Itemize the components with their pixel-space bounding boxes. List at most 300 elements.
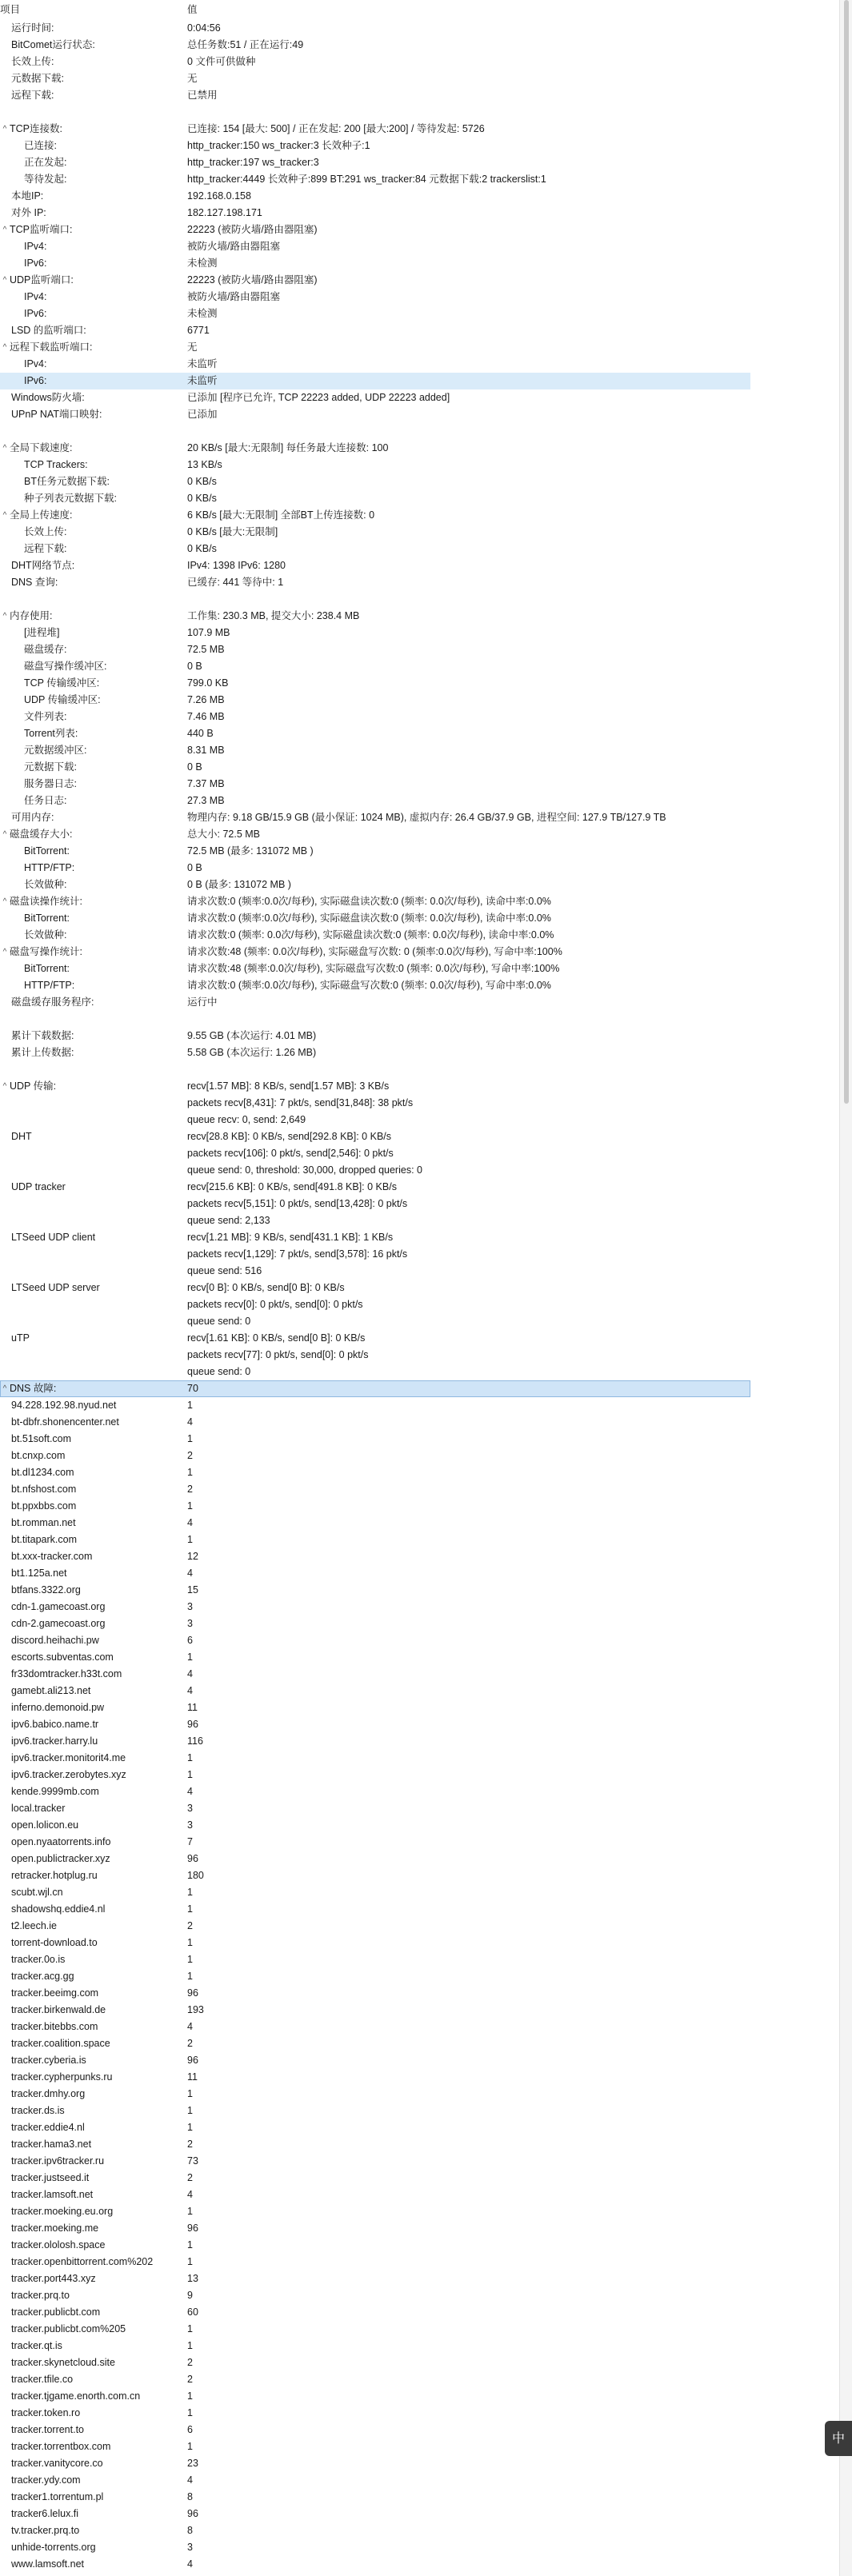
row-label: DNS 故障: — [10, 1383, 57, 1394]
tree-row[interactable] — [0, 557, 750, 574]
tree-row[interactable] — [0, 641, 750, 658]
row-label: LTSeed UDP client — [11, 1232, 96, 1243]
tree-row[interactable] — [0, 306, 750, 322]
row-value: recv[28.8 KB]: 0 KB/s, send[292.8 KB]: 0 KB/s — [187, 1131, 391, 1142]
tree-row[interactable] — [0, 2254, 750, 2270]
collapse-chevron-icon[interactable]: ^ — [2, 830, 7, 839]
tree-row[interactable] — [0, 658, 750, 675]
tree-row[interactable] — [0, 70, 750, 87]
tree-row[interactable] — [0, 1935, 750, 1951]
row-value: 7.26 MB — [187, 694, 225, 705]
tree-row[interactable] — [0, 2304, 750, 2321]
row-value: 4 — [187, 1517, 193, 1528]
collapse-chevron-icon[interactable]: ^ — [2, 612, 7, 621]
row-value: 1 — [187, 2105, 193, 2116]
row-value: 1 — [187, 2256, 193, 2267]
column-header-row[interactable] — [0, 2, 750, 18]
tree-row[interactable] — [0, 1817, 750, 1834]
tree-row[interactable] — [0, 2371, 750, 2388]
tree-row[interactable] — [0, 692, 750, 709]
row-label: tracker.tfile.co — [11, 2374, 74, 2385]
tree-row[interactable] — [0, 910, 750, 927]
row-label: bt.romman.net — [11, 1517, 76, 1528]
row-value: 73 — [187, 2155, 198, 2167]
tree-row[interactable] — [0, 1246, 750, 1263]
row-label: BitTorrent: — [24, 845, 70, 857]
tree-row[interactable] — [0, 1649, 750, 1666]
row-label: tracker.hama3.net — [11, 2139, 92, 2150]
tree-row[interactable] — [0, 524, 750, 541]
collapse-chevron-icon[interactable]: ^ — [2, 444, 7, 453]
tree-row[interactable] — [0, 1968, 750, 1985]
tree-row[interactable] — [0, 37, 750, 54]
tree-row[interactable] — [0, 1851, 750, 1867]
row-label: local.tracker — [11, 1803, 66, 1814]
row-label: IPv6: — [24, 308, 47, 319]
tree-row[interactable] — [0, 440, 750, 457]
row-label: UDP 传输: — [10, 1080, 57, 1092]
row-label: TCP Trackers: — [24, 459, 88, 470]
tree-row[interactable] — [0, 1414, 750, 1431]
collapse-chevron-icon[interactable]: ^ — [2, 897, 7, 906]
tree-row[interactable] — [0, 406, 750, 423]
row-value: 物理内存: 9.18 GB/15.9 GB (最小保证: 1024 MB), 虚拟内存: 26.4 GB/37.9 GB, 进程空间: 127.9 TB/127.9 TB — [187, 812, 666, 823]
row-label: 内存使用: — [10, 610, 53, 621]
tree-row[interactable] — [0, 2052, 750, 2069]
tree-row[interactable] — [0, 2035, 750, 2052]
row-label: Torrent列表: — [24, 728, 78, 739]
tree-row[interactable] — [0, 1179, 750, 1196]
row-value: 22223 (被防火墙/路由器阻塞) — [187, 224, 318, 235]
row-label: tracker.coalition.space — [11, 2038, 110, 2049]
tree-row[interactable] — [0, 1548, 750, 1565]
row-value: 0:04:56 — [187, 22, 221, 34]
row-label: tracker.prq.to — [11, 2290, 70, 2301]
tree-row[interactable] — [0, 1582, 750, 1599]
tree-row[interactable] — [0, 1464, 750, 1481]
collapse-chevron-icon[interactable]: ^ — [2, 343, 7, 352]
tree-row[interactable] — [0, 457, 750, 473]
row-label: 远程下载监听端口: — [10, 341, 93, 353]
tree-row[interactable] — [0, 1347, 750, 1364]
tree-row[interactable] — [0, 272, 750, 289]
tree-row[interactable] — [0, 944, 750, 961]
tree-row[interactable] — [0, 2002, 750, 2019]
row-value: 请求次数:48 (频率:0.0次/每秒), 实际磁盘写次数:0 (频率: 0.0次/每秒), 写命中率:100% — [187, 963, 560, 974]
tree-row[interactable] — [0, 1834, 750, 1851]
row-label: DHT网络节点: — [11, 560, 75, 571]
row-value: 已添加 — [187, 409, 218, 420]
tree-row[interactable] — [0, 709, 750, 725]
row-value: 4 — [187, 2474, 193, 2486]
tree-row[interactable] — [0, 1599, 750, 1615]
row-label: LTSeed UDP server — [11, 1282, 100, 1293]
tree-row[interactable] — [0, 205, 750, 222]
tree-row[interactable] — [0, 121, 750, 138]
tree-row[interactable] — [0, 2069, 750, 2086]
tree-row[interactable] — [0, 826, 750, 843]
row-label: bt.ppxbbs.com — [11, 1500, 77, 1512]
tree-row[interactable] — [0, 1901, 750, 1918]
row-value: 未监听 — [187, 358, 218, 369]
tree-row[interactable] — [0, 1918, 750, 1935]
tree-row[interactable] — [0, 1532, 750, 1548]
row-label: tracker.acg.gg — [11, 1971, 74, 1982]
tree-row[interactable] — [0, 2405, 750, 2422]
row-value: 0 KB/s — [187, 543, 217, 554]
row-value: 15 — [187, 1584, 198, 1596]
tree-row[interactable] — [0, 2287, 750, 2304]
collapse-chevron-icon[interactable]: ^ — [2, 511, 7, 520]
row-value: 2 — [187, 1484, 193, 1495]
row-label: 累计上传数据: — [11, 1047, 74, 1058]
row-label: uTP — [11, 1332, 30, 1344]
row-label: UPnP NAT端口映射: — [11, 409, 102, 420]
row-value: 2 — [187, 1450, 193, 1461]
row-value: 已添加 [程序已允许, TCP 22223 added, UDP 22223 added] — [187, 392, 450, 403]
row-label: BitTorrent: — [24, 913, 70, 924]
row-label: BitTorrent: — [24, 963, 70, 974]
tree-row[interactable] — [0, 2203, 750, 2220]
tree-row[interactable] — [0, 154, 750, 171]
row-value: 1 — [187, 1903, 193, 1915]
tree-row[interactable] — [0, 2187, 750, 2203]
collapse-chevron-icon[interactable]: ^ — [2, 125, 7, 134]
tree-row[interactable] — [0, 2153, 750, 2170]
tree-row[interactable] — [0, 171, 750, 188]
row-label: bt.titapark.com — [11, 1534, 77, 1545]
row-value: 2 — [187, 1920, 193, 1931]
row-label: tracker.torrentbox.com — [11, 2441, 111, 2452]
row-value: 96 — [187, 2508, 198, 2519]
collapse-chevron-icon[interactable]: ^ — [2, 948, 7, 957]
tree-row[interactable] — [0, 322, 750, 339]
tree-row[interactable] — [0, 2019, 750, 2035]
row-label: ipv6.tracker.harry.lu — [11, 1735, 98, 1747]
tree-row[interactable] — [0, 1481, 750, 1498]
row-label: 对外 IP: — [11, 207, 46, 218]
row-label: 长效上传: — [11, 56, 54, 67]
row-value: recv[215.6 KB]: 0 KB/s, send[491.8 KB]: 0 KB/s — [187, 1181, 397, 1192]
row-label: 远程下载: — [24, 543, 67, 554]
tree-row[interactable] — [0, 1666, 750, 1683]
tree-row[interactable] — [0, 1716, 750, 1733]
tree-row[interactable] — [0, 1733, 750, 1750]
row-label: bt.xxx-tracker.com — [11, 1551, 93, 1562]
row-value: 2 — [187, 2139, 193, 2150]
row-value: 193 — [187, 2004, 204, 2015]
tree-row[interactable] — [0, 994, 750, 1011]
tree-row[interactable] — [0, 2539, 750, 2556]
row-label: tracker.vanitycore.co — [11, 2458, 103, 2469]
row-label: kende.9999mb.com — [11, 1786, 99, 1797]
row-label: Windows防火墙: — [11, 392, 85, 403]
collapse-chevron-icon[interactable]: ^ — [2, 276, 7, 285]
tree-row[interactable] — [0, 1196, 750, 1212]
row-label: tracker.openbittorrent.com%202 — [11, 2256, 154, 2267]
tree-row[interactable] — [0, 2321, 750, 2338]
tree-row[interactable] — [0, 1313, 750, 1330]
row-label: IPv6: — [24, 258, 47, 269]
row-value: 1 — [187, 2239, 193, 2251]
row-value: 1 — [187, 2088, 193, 2099]
row-label: tracker.dmhy.org — [11, 2088, 86, 2099]
tree-row[interactable] — [0, 2455, 750, 2472]
row-value: 0 KB/s — [187, 476, 217, 487]
row-label: 磁盘缓存服务程序: — [11, 996, 94, 1008]
row-label: 磁盘读操作统计: — [10, 896, 82, 907]
tree-row[interactable] — [0, 1330, 750, 1347]
row-value: 3 — [187, 1803, 193, 1814]
row-label: IPv4: — [24, 358, 47, 369]
tree-row[interactable] — [0, 2472, 750, 2489]
row-label: cdn-1.gamecoast.org — [11, 1601, 106, 1612]
tree-row[interactable] — [0, 2556, 750, 2573]
tree-row[interactable] — [0, 1380, 750, 1397]
collapse-chevron-icon[interactable]: ^ — [2, 226, 7, 234]
row-label: TCP监听端口: — [10, 224, 73, 235]
ime-indicator[interactable]: 中 — [825, 2421, 852, 2456]
tree-row[interactable] — [0, 188, 750, 205]
row-label: bt.51soft.com — [11, 1433, 72, 1444]
row-value: http_tracker:150 ws_tracker:3 长效种子:1 — [187, 140, 370, 151]
row-label: 94.228.192.98.nyud.net — [11, 1400, 117, 1411]
tree-row[interactable] — [0, 1095, 750, 1112]
tree-row[interactable] — [0, 1128, 750, 1145]
tree-row[interactable] — [0, 961, 750, 977]
row-value: 无 — [187, 341, 198, 353]
tree-row[interactable] — [0, 1448, 750, 1464]
row-value: 请求次数:0 (频率: 0.0次/每秒), 实际磁盘读次数:0 (频率: 0.0次/每秒), 读命中率:0.0% — [187, 929, 554, 941]
tree-row[interactable] — [0, 1632, 750, 1649]
tree-row[interactable] — [0, 87, 750, 104]
tree-row[interactable] — [0, 473, 750, 490]
tree-row[interactable] — [0, 2270, 750, 2287]
tree-row[interactable] — [0, 1397, 750, 1414]
tree-row[interactable] — [0, 1767, 750, 1783]
row-value: 无 — [187, 73, 198, 84]
tree-row[interactable] — [0, 1145, 750, 1162]
row-label: www.lamsoft.net — [11, 2558, 85, 2570]
tree-row[interactable] — [0, 2170, 750, 2187]
tree-row[interactable] — [0, 776, 750, 793]
tree-row[interactable] — [0, 54, 750, 70]
row-label: DNS 查询: — [11, 577, 58, 588]
tree-row[interactable] — [0, 2220, 750, 2237]
row-value: 0 B — [187, 661, 202, 672]
row-value: 9.55 GB (本次运行: 4.01 MB) — [187, 1030, 317, 1041]
row-label: scubt.wjl.cn — [11, 1887, 63, 1898]
row-value: 1 — [187, 1752, 193, 1763]
tree-row[interactable] — [0, 1750, 750, 1767]
row-value: 96 — [187, 1853, 198, 1864]
row-value: packets recv[77]: 0 pkt/s, send[0]: 0 pkt/s — [187, 1349, 369, 1360]
row-label: HTTP/FTP: — [24, 862, 75, 873]
tree-row[interactable] — [0, 541, 750, 557]
row-value: 96 — [187, 1987, 198, 1999]
row-value: 0 B (最多: 131072 MB ) — [187, 879, 291, 890]
row-value: 请求次数:0 (频率:0.0次/每秒), 实际磁盘读次数:0 (频率: 0.0次/每秒), 读命中率:0.0% — [187, 913, 551, 924]
tree-row[interactable] — [0, 2489, 750, 2506]
tree-row[interactable] — [0, 2136, 750, 2153]
tree-row[interactable] — [0, 2438, 750, 2455]
row-label: tracker.0o.is — [11, 1954, 66, 1965]
tree-row[interactable] — [0, 1783, 750, 1800]
tree-row[interactable] — [0, 1867, 750, 1884]
row-value: 11 — [187, 2071, 198, 2083]
row-value: 96 — [187, 1719, 198, 1730]
tree-row[interactable] — [0, 1280, 750, 1296]
tree-row[interactable] — [0, 255, 750, 272]
tree-row[interactable] — [0, 1296, 750, 1313]
tree-row[interactable] — [0, 490, 750, 507]
tree-row[interactable] — [0, 1112, 750, 1128]
tree-row[interactable] — [0, 138, 750, 154]
row-value: 被防火墙/路由器阻塞 — [187, 291, 280, 302]
tree-row[interactable] — [0, 1800, 750, 1817]
row-label: BitComet运行状态: — [11, 39, 95, 50]
tree-row[interactable] — [0, 860, 750, 877]
tree-row[interactable] — [0, 20, 750, 37]
row-value: recv[1.57 MB]: 8 KB/s, send[1.57 MB]: 3 KB/s — [187, 1080, 390, 1092]
tree-row[interactable] — [0, 793, 750, 809]
tree-row[interactable] — [0, 1498, 750, 1515]
tree-row[interactable] — [0, 977, 750, 994]
tree-row[interactable] — [0, 222, 750, 238]
tree-row[interactable] — [0, 2119, 750, 2136]
row-value: 1 — [187, 1651, 193, 1663]
collapse-chevron-icon[interactable]: ^ — [2, 1082, 7, 1091]
tree-row[interactable] — [0, 608, 750, 625]
row-value: 8.31 MB — [187, 745, 225, 756]
tree-row[interactable] — [0, 675, 750, 692]
tree-row[interactable] — [0, 1683, 750, 1699]
tree-row[interactable] — [0, 2237, 750, 2254]
row-value: 0 文件可供做种 — [187, 56, 256, 67]
tree-row[interactable] — [0, 389, 750, 406]
scrollbar-thumb[interactable] — [844, 0, 849, 1104]
row-value: 13 KB/s — [187, 459, 222, 470]
row-label: tracker.cypherpunks.ru — [11, 2071, 113, 2083]
tree-row[interactable] — [0, 1615, 750, 1632]
tree-row[interactable] — [0, 1263, 750, 1280]
row-label: bt.dl1234.com — [11, 1467, 74, 1478]
row-value: 请求次数:48 (频率: 0.0次/每秒), 实际磁盘写次数: 0 (频率:0.0次/每秒), 写命中率:100% — [187, 946, 562, 957]
row-value: 180 — [187, 1870, 204, 1881]
row-value: 7.37 MB — [187, 778, 225, 789]
row-value: 1 — [187, 1467, 193, 1478]
tree-row[interactable] — [0, 625, 750, 641]
row-label: ipv6.tracker.zerobytes.xyz — [11, 1769, 126, 1780]
row-value: 4 — [187, 1568, 193, 1579]
row-value: queue send: 0 — [187, 1366, 251, 1377]
row-value: packets recv[5,151]: 0 pkt/s, send[13,428]: 0 pkt/s — [187, 1198, 408, 1209]
vertical-scrollbar[interactable] — [839, 0, 852, 2576]
row-value: IPv4: 1398 IPv6: 1280 — [187, 560, 286, 571]
tree-row[interactable] — [0, 2086, 750, 2103]
tree-row[interactable] — [0, 1565, 750, 1582]
tree-row[interactable] — [0, 574, 750, 591]
row-label: 磁盘写操作缓冲区: — [24, 661, 107, 672]
row-value: 12 — [187, 1551, 198, 1562]
tree-row[interactable] — [0, 809, 750, 826]
row-label: IPv6: — [24, 375, 47, 386]
tree-row[interactable] — [0, 725, 750, 742]
row-value: 1 — [187, 1534, 193, 1545]
row-label: unhide-torrents.org — [11, 2542, 96, 2553]
tree-row[interactable] — [0, 1515, 750, 1532]
row-value: 3 — [187, 2542, 193, 2553]
tree-row[interactable] — [0, 1951, 750, 1968]
row-label: torrent-download.to — [11, 1937, 98, 1948]
tree-row[interactable] — [0, 2522, 750, 2539]
tree-row[interactable] — [0, 238, 750, 255]
tree-row[interactable] — [0, 2354, 750, 2371]
tree-row[interactable] — [0, 1212, 750, 1229]
tree-row[interactable] — [0, 893, 750, 910]
tree-row[interactable] — [0, 1364, 750, 1380]
row-value: 116 — [187, 1735, 203, 1747]
tree-row[interactable] — [0, 1162, 750, 1179]
tree-row[interactable] — [0, 1431, 750, 1448]
row-value: 1 — [187, 1433, 193, 1444]
row-value: 工作集: 230.3 MB, 提交大小: 238.4 MB — [187, 610, 360, 621]
tree-row[interactable] — [0, 1044, 750, 1061]
row-value: 4 — [187, 2021, 193, 2032]
row-value: 4 — [187, 2558, 193, 2570]
row-value: 2 — [187, 2357, 193, 2368]
tree-row[interactable] — [0, 2103, 750, 2119]
row-value: packets recv[8,431]: 7 pkt/s, send[31,848]: 38 pkt/s — [187, 1097, 414, 1108]
tree-row[interactable] — [0, 1884, 750, 1901]
tree-row[interactable] — [0, 2422, 750, 2438]
tree-row[interactable] — [0, 927, 750, 944]
tree-row[interactable] — [0, 877, 750, 893]
tree-row[interactable] — [0, 2338, 750, 2354]
tree-row[interactable] — [0, 759, 750, 776]
row-label: BT任务元数据下载: — [24, 476, 110, 487]
row-value: 6771 — [187, 325, 210, 336]
tree-row[interactable] — [0, 1699, 750, 1716]
row-label: tracker.ds.is — [11, 2105, 65, 2116]
row-label: gamebt.ali213.net — [11, 1685, 91, 1696]
row-value: queue send: 2,133 — [187, 1215, 270, 1226]
row-label: cdn-2.gamecoast.org — [11, 1618, 106, 1629]
tree-row[interactable] — [0, 356, 750, 373]
tree-row[interactable] — [0, 1078, 750, 1095]
row-label: UDP 传输缓冲区: — [24, 694, 101, 705]
tree-row[interactable] — [0, 507, 750, 524]
tree-row[interactable] — [0, 1229, 750, 1246]
tree-row[interactable] — [0, 1028, 750, 1044]
tree-row[interactable] — [0, 1985, 750, 2002]
collapse-chevron-icon[interactable]: ^ — [2, 1384, 7, 1393]
row-value: 6 KB/s [最大:无限制] 全部BT上传连接数: 0 — [187, 509, 375, 521]
tree-row[interactable] — [0, 339, 750, 356]
row-label: 运行时间: — [11, 22, 54, 34]
row-value: 1 — [187, 1887, 193, 1898]
tree-row[interactable] — [0, 289, 750, 306]
tree-row[interactable] — [0, 2506, 750, 2522]
row-value: 70 — [187, 1383, 198, 1394]
row-value: 20 KB/s [最大:无限制] 每任务最大连接数: 100 — [187, 442, 389, 453]
tree-row[interactable] — [0, 373, 750, 389]
tree-row[interactable] — [0, 742, 750, 759]
tree-row[interactable] — [0, 2388, 750, 2405]
row-value: 1 — [187, 1500, 193, 1512]
tree-row[interactable] — [0, 843, 750, 860]
row-value: 23 — [187, 2458, 198, 2469]
